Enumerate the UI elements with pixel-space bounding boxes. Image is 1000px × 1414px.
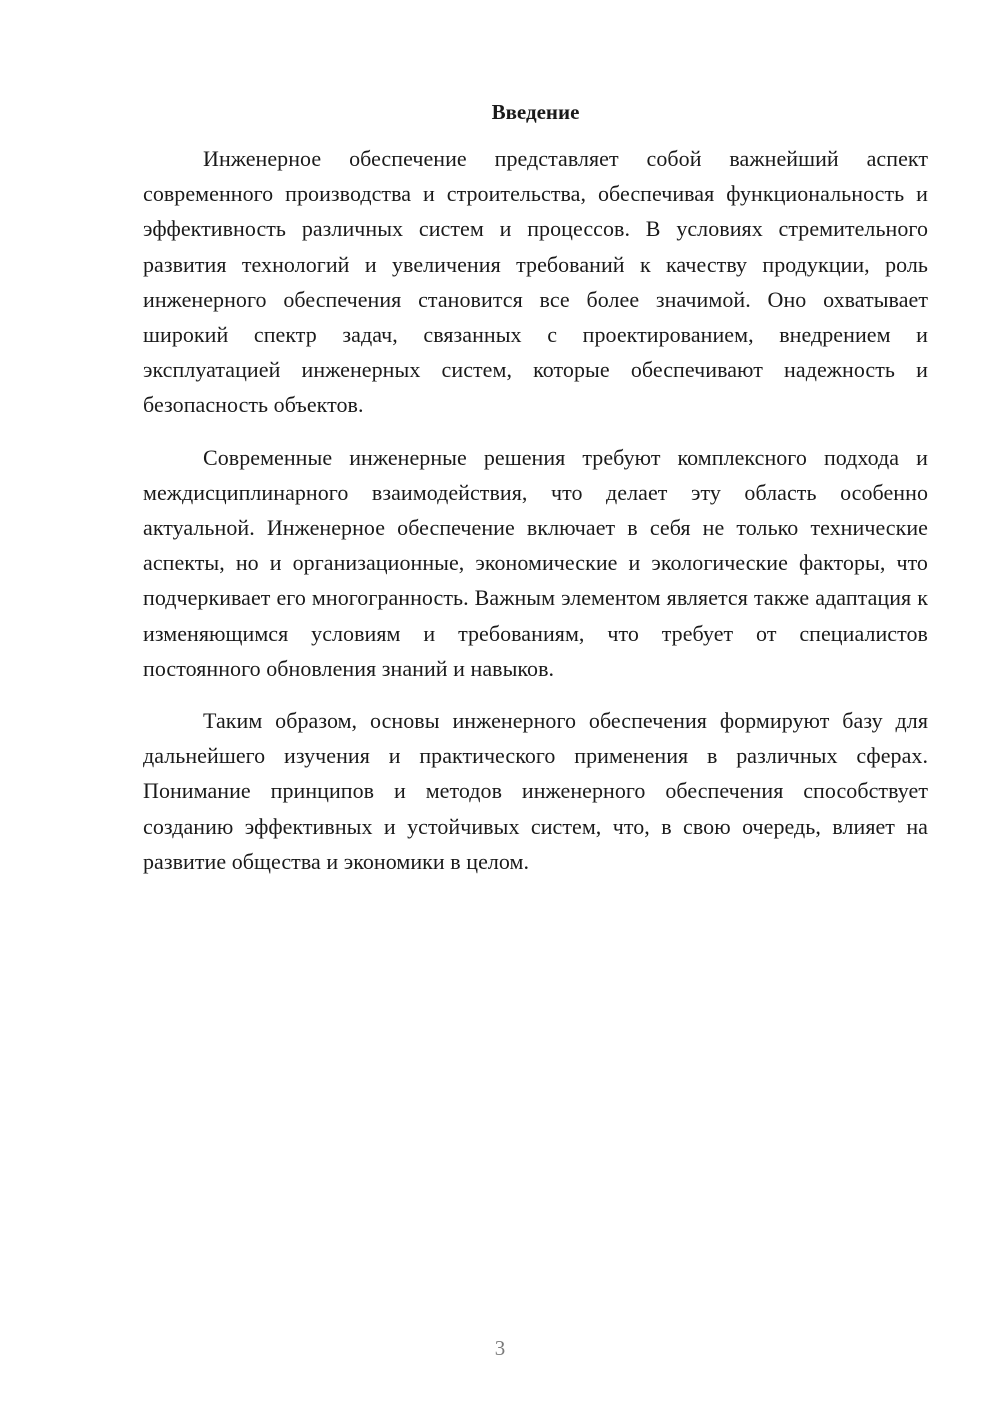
paragraph-2: Современные инженерные решения требуют комплексного подхода и междисциплинарного взаимодействия, что делает эту область особенно актуальной. Инженерное обеспечение включает в себя не только технические аспекты, но и организационные, экономические и экологические факторы, что подчеркивает его многогранность. Важным элементом является также адаптация к изменяющимся условиям и требованиям, что требует от специалистов постоянного обновления знаний и навыков. (143, 444, 928, 681)
paragraph-1: Инженерное обеспечение представляет собой важнейший аспект современного производства и строительства, обеспечивая функциональность и эффективность различных систем и процессов. В условиях стремительного развития технологий и увеличения требований к качеству продукции, роль инженерного обеспечения становится все более значимой. Оно охватывает широкий спектр задач, связанных с проектированием, внедрением и эксплуатацией инженерных систем, которые обеспечивают надежность и безопасность объектов. (143, 146, 928, 418)
paragraph-3: Таким образом, основы инженерного обеспечения формируют базу для дальнейшего изучения и практического применения в различных сферах. Понимание принципов и методов инженерного обеспечения способствует созданию эффективных и устойчивых систем, что, в свою очередь, влияет на развитие общества и экономики в целом. (143, 708, 928, 874)
page-number: 3 (494, 1336, 506, 1360)
document-body (143, 141, 928, 896)
section-heading: Введение (491, 100, 580, 124)
